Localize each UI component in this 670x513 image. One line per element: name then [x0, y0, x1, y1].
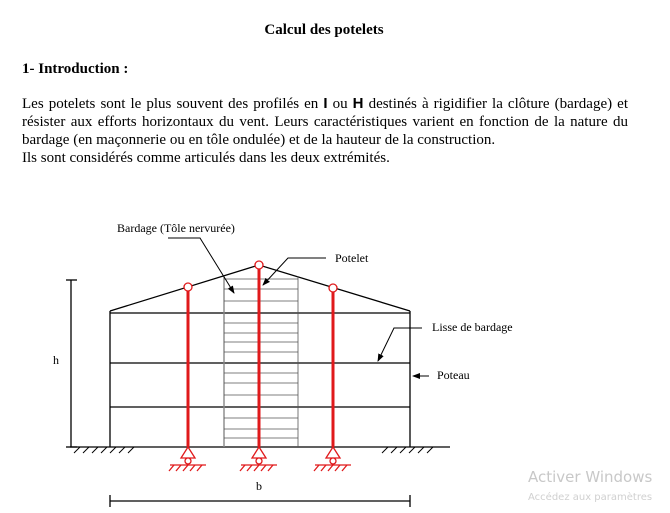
activation-watermark-sub: Accédez aux paramètres: [528, 492, 653, 503]
hatch: [427, 447, 433, 453]
hatch: [128, 447, 134, 453]
pin-support-icon: [181, 447, 195, 458]
para-text: destinés à rigidifier la clôture (bardage) et résister aux efforts horizontaux du vent. Leurs caractéristiques varient en fonction de la nature du bardage (en maçonnerie ou en tôle ondulée) et de la hauteur de la construction.: [22, 96, 628, 148]
potelet: [169, 283, 206, 471]
potelet: [314, 284, 351, 471]
para-text: Les potelets sont le plus souvent des profilés en: [22, 96, 324, 112]
profile-i: I: [323, 95, 328, 112]
hatch: [83, 447, 89, 453]
hatch: [74, 447, 80, 453]
potelets: [169, 261, 351, 471]
label-bardage: Bardage (Tôle nervurée): [117, 221, 235, 235]
hatch: [110, 447, 116, 453]
label-potelet: Potelet: [335, 251, 369, 265]
hatch: [92, 447, 98, 453]
activation-watermark: Activer Windows: [528, 468, 653, 486]
label-lisse: Lisse de bardage: [432, 320, 513, 334]
pin-support-icon: [326, 447, 340, 458]
hinge-icon: [184, 283, 192, 291]
section-heading: 1- Introduction :: [22, 61, 129, 77]
leader-lines: [168, 238, 429, 376]
hinge-icon: [255, 261, 263, 269]
potelet: [240, 261, 277, 471]
hatch: [418, 447, 424, 453]
bardage-sheeting: [224, 276, 298, 447]
label-h: h: [53, 353, 59, 367]
page-title: Calcul des potelets: [264, 22, 384, 38]
label-poteau: Poteau: [437, 368, 470, 382]
dimension-lines: [66, 280, 410, 507]
hatch: [119, 447, 125, 453]
pin-support-icon: [252, 447, 266, 458]
hatch: [101, 447, 107, 453]
hatch: [391, 447, 397, 453]
ground-hatch: [74, 447, 433, 453]
hatch: [382, 447, 388, 453]
label-b: b: [256, 479, 262, 493]
profile-h: H: [352, 95, 364, 112]
hatch: [400, 447, 406, 453]
hatch: [409, 447, 415, 453]
para-text: ou: [327, 96, 353, 112]
para-articulation: Ils sont considérés comme articulés dans les deux extrémités.: [22, 150, 390, 166]
hinge-icon: [329, 284, 337, 292]
